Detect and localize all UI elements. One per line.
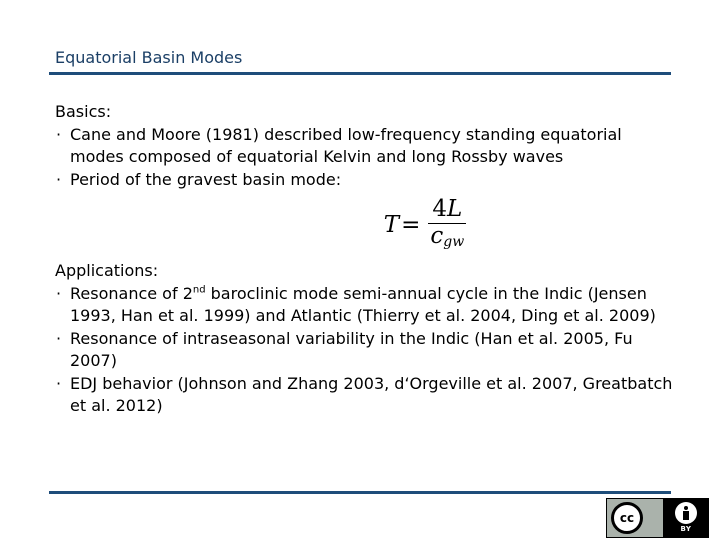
- cc-by-license-badge[interactable]: [606, 498, 709, 538]
- applications-heading: Applications:: [55, 261, 159, 280]
- formula-lhs: T: [383, 212, 400, 239]
- period-formula: [55, 194, 675, 257]
- formula-numerator-var: L: [446, 196, 463, 222]
- cc-label: cc: [619, 511, 635, 525]
- app-item1-post: baroclinic mode semi-annual cycle in the Indic (Jensen 1993, Han et al. 1999) and Atlantic (Thierry et al. 2004, Ding et al. 2009): [70, 283, 656, 325]
- basics-item-period: · Period of the gravest basin mode:: [55, 169, 675, 192]
- by-block: [663, 499, 709, 537]
- formula-denominator-var: c: [430, 222, 444, 249]
- formula-fraction: [428, 198, 466, 253]
- attribution-person-icon: [675, 502, 697, 524]
- applications-item-edj: · EDJ behavior (Johnson and Zhang 2003, d‘Orgeville et al. 2007, Greatbatch et al. 2012): [55, 373, 675, 418]
- formula-denominator-sub: gw: [443, 233, 465, 250]
- applications-item-intraseasonal: · Resonance of intraseasonal variability in the Indic (Han et al. 2005, Fu 2007): [55, 328, 675, 373]
- applications-item-semiannual: [55, 283, 675, 328]
- slide-title: Equatorial Basin Modes: [55, 48, 243, 67]
- formula-denominator: [430, 224, 464, 254]
- basics-list: [55, 124, 675, 192]
- footer-divider: [49, 491, 671, 494]
- formula-equals: =: [401, 212, 421, 239]
- slide-body: [55, 101, 675, 418]
- basics-heading: Basics:: [55, 102, 112, 121]
- app-item1-sup: nd: [192, 284, 206, 296]
- applications-list: [55, 283, 675, 418]
- cc-icon: [611, 502, 643, 534]
- basics-item-cane-moore: · Cane and Moore (1981) described low-frequency standing equatorial modes composed of equatorial Kelvin and long Rossby waves: [55, 124, 675, 169]
- title-divider: [49, 72, 671, 75]
- app-item1-pre: Resonance of 2: [70, 283, 193, 303]
- formula-numerator-coeff: 4: [432, 196, 447, 222]
- by-label: BY: [680, 525, 692, 533]
- formula-numerator: [428, 198, 466, 224]
